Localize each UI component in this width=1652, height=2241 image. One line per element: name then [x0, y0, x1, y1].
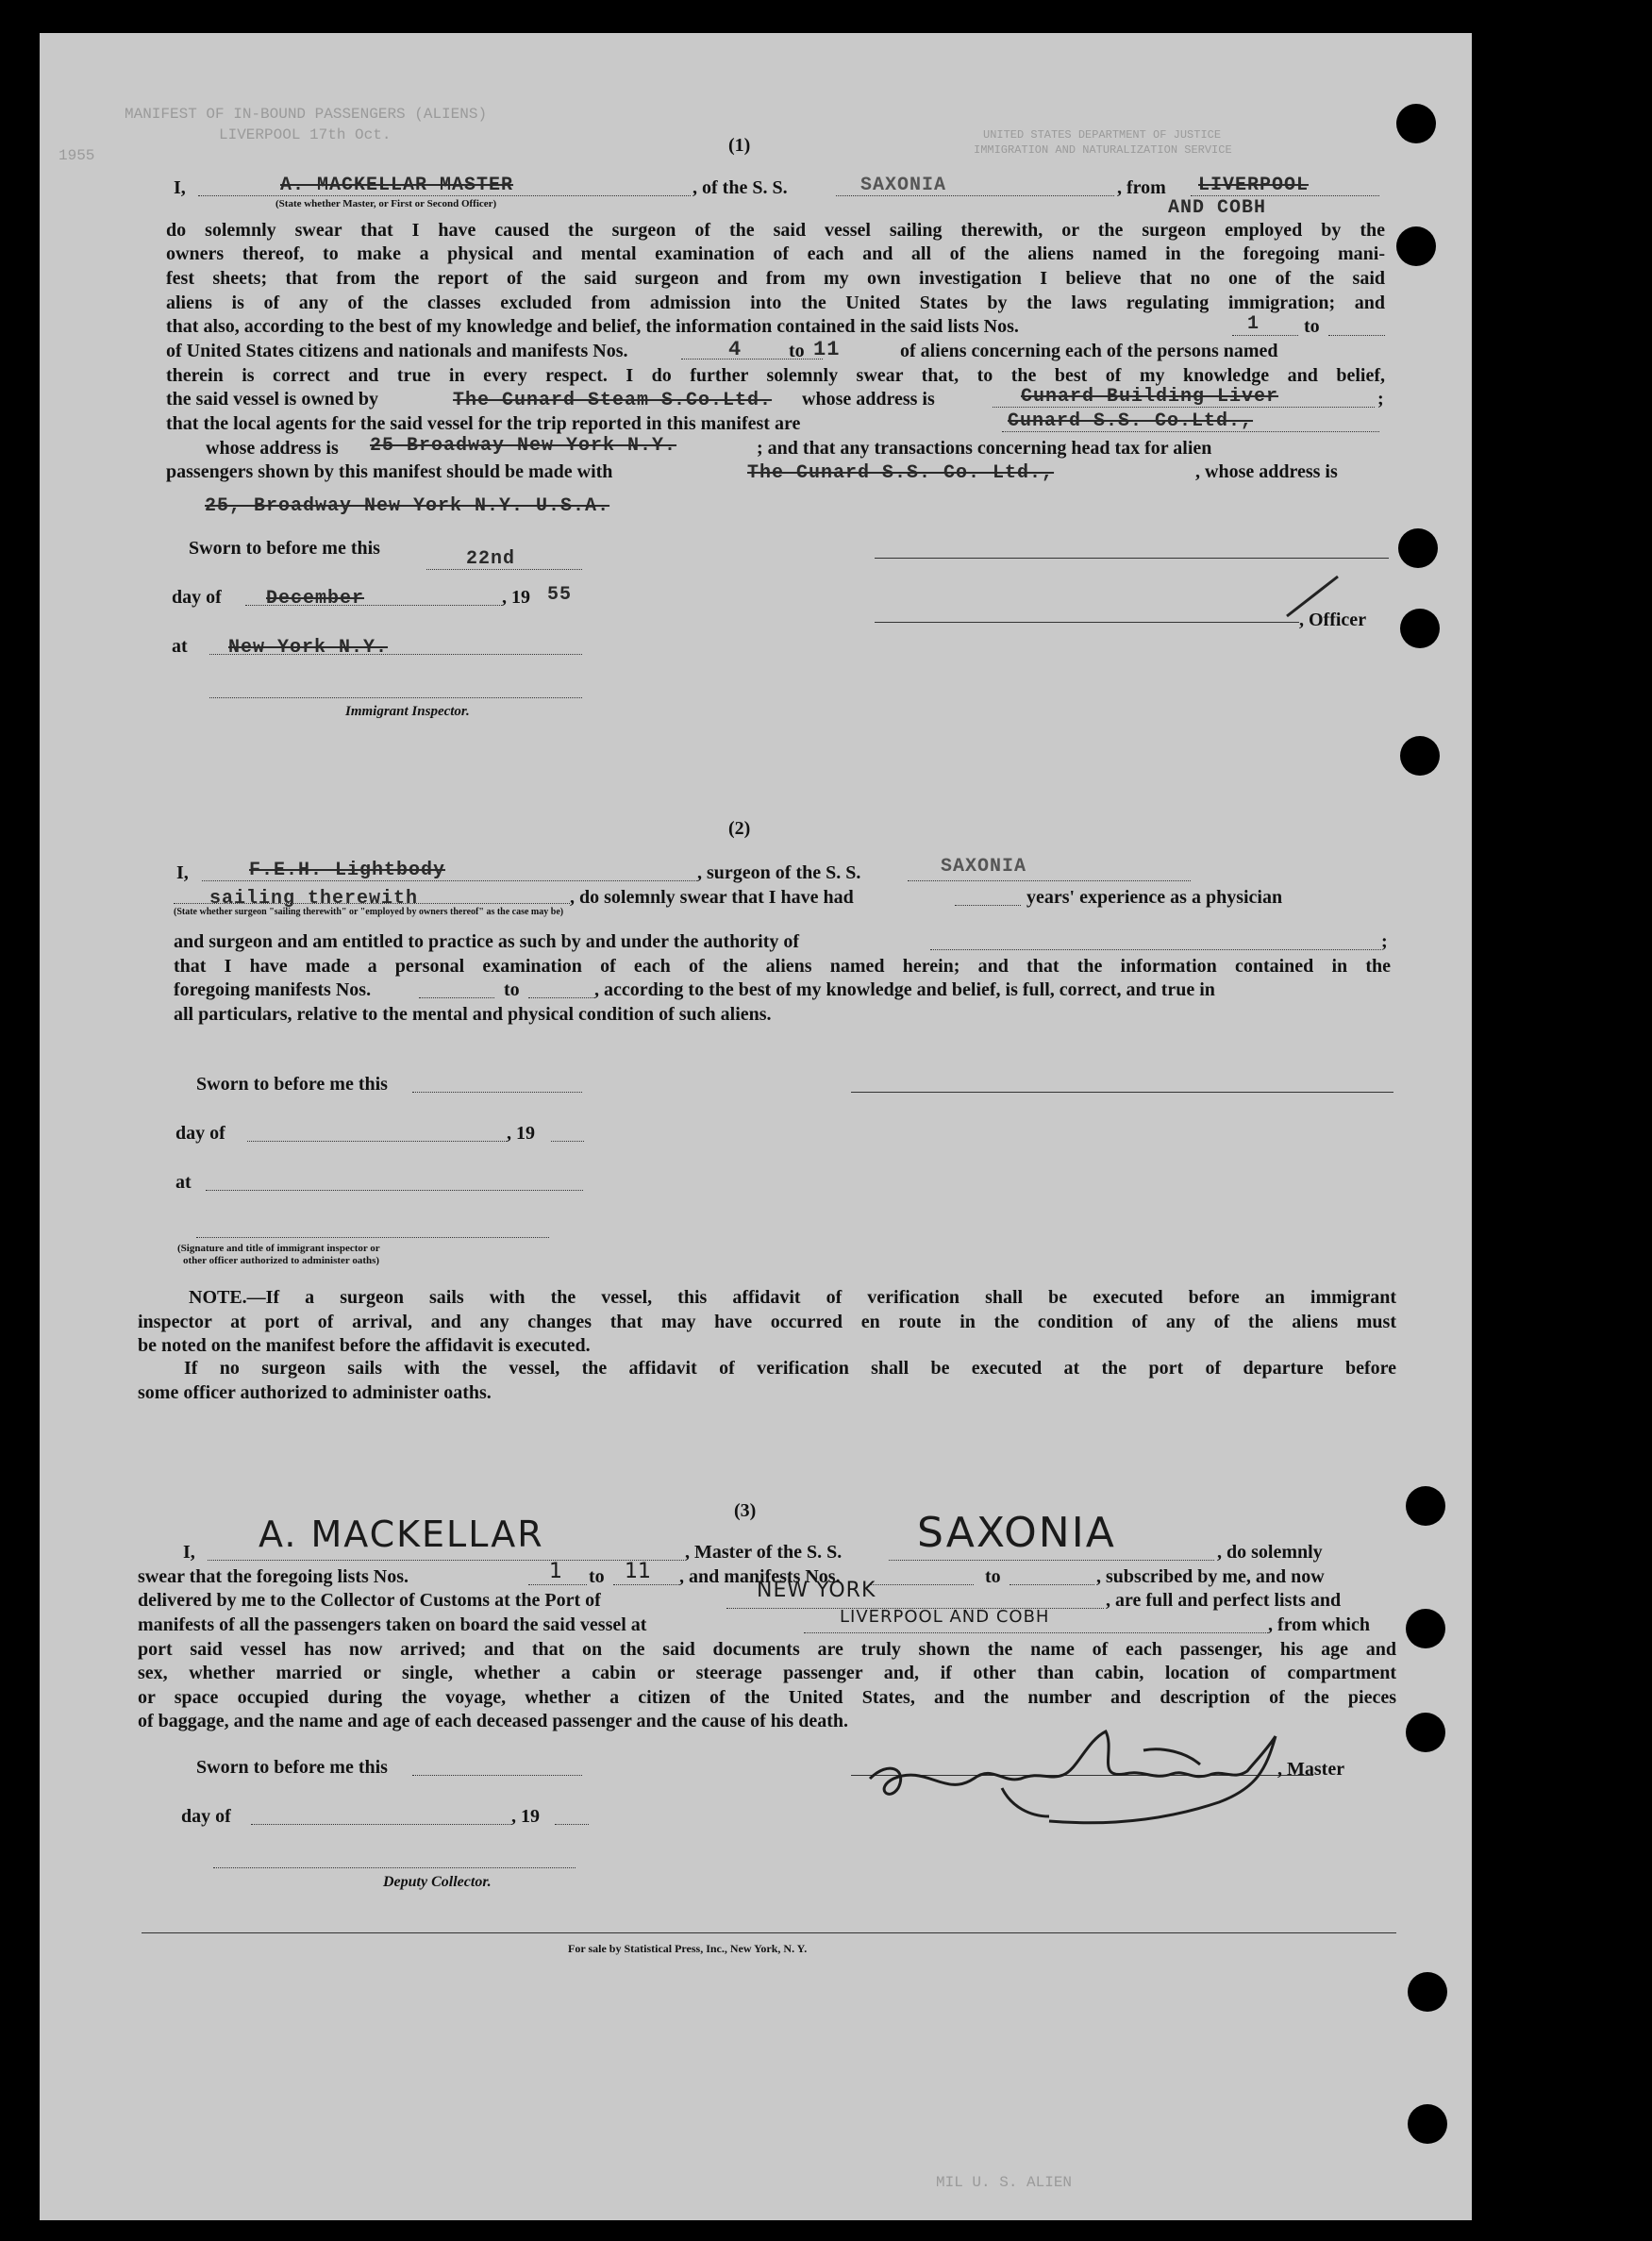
sec2-nineteen: , 19 [507, 1123, 535, 1144]
sec3-nineteen: , 19 [511, 1806, 540, 1827]
sec3-lists-text: swear that the foregoing lists Nos. [138, 1566, 409, 1587]
sec3-solemnly: , do solemnly [1217, 1542, 1323, 1563]
sec2-to: to [504, 979, 520, 1000]
punch-hole [1396, 104, 1436, 143]
sec2-sig-caption-2: other officer authorized to administer oaths) [183, 1255, 380, 1266]
sec2-sworn: Sworn to before me this [196, 1074, 388, 1095]
sec2-sig-line [851, 1092, 1393, 1093]
sec3-text-7: or space occupied during the voyage, whether a citizen of the United States, and the number and description of the pieces [138, 1687, 1396, 1708]
note-text-2: inspector at port of arrival, and any changes that may have occurred en route in the condition of any of the aliens must [138, 1312, 1396, 1332]
sec2-at: at [175, 1172, 192, 1193]
sec3-lists-to: 11 [625, 1560, 651, 1583]
sec2-text-6: all particulars, relative to the mental and physical condition of such aliens. [174, 1004, 772, 1025]
sec1-owner: The Cunard Steam S.Co.Ltd. [453, 390, 773, 411]
sec3-vessel: SAXONIA [917, 1509, 1116, 1557]
sec3-master-of: , Master of the S. S. [685, 1542, 843, 1563]
sec1-lists-to-line [1328, 335, 1385, 336]
sec1-manifests-from: 4 [728, 338, 743, 361]
sec1-head-tax-address: 25, Broadway New York N.Y. U.S.A. [205, 495, 610, 517]
sec3-manifests-to-line [1010, 1584, 1094, 1585]
sec3-deputy-line [213, 1867, 576, 1868]
sec2-month-line [247, 1141, 507, 1142]
sec1-text-5: that also, according to the best of my knowledge and belief, the information contained in the said lists Nos. [166, 316, 1019, 337]
ghost-stamp-right-1: UNITED STATES DEPARTMENT OF JUSTICE [983, 128, 1222, 142]
sec3-manifests: , and manifests Nos. [679, 1566, 841, 1587]
sec2-sworn-line [412, 1092, 582, 1093]
punch-hole [1406, 1609, 1445, 1648]
sec2-text-5a: foregoing manifests Nos. [174, 979, 372, 1000]
sec1-from: , from [1117, 177, 1166, 198]
sec2-authority-line [930, 949, 1381, 950]
sec1-agents-address-label: whose address is [206, 438, 339, 459]
sec1-inspector-caption: Immigrant Inspector. [345, 704, 470, 719]
sec1-place: New York N.Y. [228, 637, 389, 659]
sec3-ports-from: LIVERPOOL AND COBH [840, 1607, 1050, 1627]
sec2-text-4: that I have made a personal examination of each of the aliens named herein; and that the information contained in the [174, 956, 1391, 977]
sec3-text-5: port said vessel has now arrived; and that on the said documents are truly shown the name of each passenger, his age and [138, 1639, 1396, 1660]
sec2-swear: , do solemnly swear that I have had [570, 887, 854, 908]
sec2-place-line [206, 1190, 583, 1191]
sec3-manifests-taken: manifests of all the passengers taken on board the said vessel at [138, 1614, 647, 1635]
punch-hole [1400, 609, 1440, 648]
sec1-agents: Cunard S.S. Co.Ltd., [1008, 410, 1254, 432]
sec2-surgeon-name: F.E.H. Lightbody [249, 860, 446, 881]
sec1-head-tax-text: ; and that any transactions concerning head tax for alien [757, 438, 1212, 459]
sec3-delivered: delivered by me to the Collector of Customs at the Port of [138, 1590, 601, 1611]
sec1-lists-from-line [1232, 335, 1298, 336]
sec1-text-6c: of aliens concerning each of the persons named [900, 341, 1278, 361]
sec1-whose-address: whose address is [802, 389, 935, 410]
sec3-sworn: Sworn to before me this [196, 1757, 388, 1778]
sec2-manifests-to-line [528, 997, 594, 998]
sec2-day-of: day of [175, 1123, 225, 1144]
sec1-officer-sig-line-2 [875, 622, 1299, 623]
sec1-at: at [172, 636, 188, 657]
sec2-caption: (State whether surgeon "sailing therewith" or "employed by owners thereof" as the case may be) [174, 907, 564, 917]
sec3-i: I, [183, 1542, 195, 1563]
punch-hole [1406, 1486, 1445, 1526]
sec3-deputy-caption: Deputy Collector. [383, 1874, 492, 1890]
sec2-semi: ; [1381, 931, 1388, 952]
sec2-surgeon-of: , surgeon of the S. S. [697, 862, 861, 883]
footer-printer: For sale by Statistical Press, Inc., New York, N. Y. [568, 1942, 808, 1955]
sec1-text-7: therein is correct and true in every respect. I do further solemnly swear that, to the best of my knowledge and belief, [166, 365, 1385, 386]
sec2-vessel: SAXONIA [941, 856, 1027, 878]
sec1-day-of: day of [172, 587, 222, 608]
sec2-text-5c: , according to the best of my knowledge and belief, is full, correct, and true in [594, 979, 1215, 1000]
manifest-page [40, 33, 1472, 2220]
sec3-text-6: sex, whether married or single, whether a cabin or steerage passenger and, if other than cabin, location of compartment [138, 1663, 1396, 1683]
ghost-stamp-right-2: IMMIGRATION AND NATURALIZATION SERVICE [974, 143, 1232, 157]
sec3-vessel-line [889, 1560, 1214, 1561]
sec3-master-caption: , Master [1277, 1759, 1345, 1780]
sec3-year-line [555, 1824, 589, 1825]
sec3-to-2: to [985, 1566, 1001, 1587]
sec1-manifests-to: 11 [813, 338, 841, 361]
sec1-month: December [266, 588, 365, 610]
sec3-master-line [208, 1560, 684, 1561]
sec3-day-of: day of [181, 1806, 231, 1827]
note-text-1: NOTE.—If a surgeon sails with the vessel, this affidavit of verification shall be executed before an immigrant [189, 1287, 1396, 1308]
section-1-number: (1) [728, 135, 751, 156]
sec1-master-caption: (State whether Master, or First or Second Officer) [275, 198, 497, 209]
punch-hole [1408, 1972, 1447, 2012]
sec2-vessel-line [908, 880, 1191, 881]
footer-rule [142, 1932, 1396, 1933]
sec3-full-perfect: , are full and perfect lists and [1106, 1590, 1342, 1611]
sec1-sworn-day: 22nd [466, 548, 516, 570]
sec2-inspector-line [196, 1237, 549, 1238]
sec1-whose-address-2: , whose address is [1195, 461, 1338, 482]
sec2-text-3: and surgeon and am entitled to practice as such by and under the authority of [174, 931, 800, 952]
sec3-to-1: to [589, 1566, 605, 1587]
sec1-semi-1: ; [1377, 389, 1384, 410]
sec2-year-line [551, 1141, 584, 1142]
sec1-sworn: Sworn to before me this [189, 538, 380, 559]
sec1-nineteen: , 19 [502, 587, 530, 608]
sec3-text-8: of baggage, and the name and age of each deceased passenger and the cause of his death. [138, 1711, 848, 1731]
sec1-to-1: to [1304, 316, 1320, 337]
punch-hole [1408, 2104, 1447, 2144]
sec2-sig-caption-1: (Signature and title of immigrant inspector or [177, 1243, 380, 1254]
section-3-number: (3) [734, 1500, 757, 1521]
sec1-passengers-text: passengers shown by this manifest should be made with [166, 461, 613, 482]
ghost-stamp-sub: LIVERPOOL 17th Oct. [219, 126, 392, 143]
ghost-stamp-no: 1955 [58, 147, 95, 164]
sec2-manifests-from-line [419, 997, 494, 998]
sec2-years-text: years' experience as a physician [1026, 887, 1283, 908]
sec1-officer-caption: , Officer [1299, 610, 1367, 630]
sec1-text-1: do solemnly swear that I have caused the surgeon of the said vessel sailing therewith, or the surgeon employed by the [166, 220, 1385, 241]
note-text-4: If no surgeon sails with the vessel, the affidavit of verification shall be executed at the port of departure before [184, 1358, 1396, 1379]
sec1-agents-text: that the local agents for the said vessel for the trip reported in this manifest are [166, 413, 801, 434]
sec1-of-ss: , of the S. S. [693, 177, 788, 198]
sec3-from-which: , from which [1268, 1614, 1370, 1635]
punch-hole [1406, 1713, 1445, 1752]
sec2-sailing: sailing therewith [209, 888, 419, 910]
sec1-from-port-2: AND COBH [1168, 197, 1267, 219]
officer-tick-mark [1285, 573, 1342, 620]
sec1-officer-sig-line-1 [875, 558, 1389, 559]
sec2-sailing-line [174, 903, 570, 904]
sec3-master-name: A. MACKELLAR [259, 1514, 544, 1555]
sec1-to-2: to [789, 341, 805, 361]
ghost-stamp-bottom: MIL U. S. ALIEN [936, 2174, 1073, 2191]
sec1-i: I, [174, 177, 186, 198]
sec3-subscribed: , subscribed by me, and now [1096, 1566, 1325, 1587]
sec1-owned-by: the said vessel is owned by [166, 389, 379, 410]
sec1-from-port: LIVERPOOL [1198, 175, 1310, 196]
sec2-i: I, [176, 862, 189, 883]
punch-hole [1396, 226, 1436, 266]
note-text-5: some officer authorized to administer oaths. [138, 1382, 492, 1403]
sec3-lists-from: 1 [549, 1560, 562, 1583]
sec3-port: NEW YORK [757, 1579, 876, 1602]
note-text-3: be noted on the manifest before the affidavit is executed. [138, 1335, 591, 1356]
sec1-inspector-line [209, 697, 582, 698]
sec1-agents-address: 25 Broadway New York N.Y. [370, 435, 677, 457]
sec1-text-3: fest sheets; that from the report of the said surgeon and from my own investigation I believe that no one of the said [166, 268, 1385, 289]
master-signature [860, 1713, 1304, 1845]
ghost-stamp-title: MANIFEST OF IN-BOUND PASSENGERS (ALIENS) [125, 106, 488, 123]
sec1-head-tax-party: The Cunard S.S. Co. Ltd., [747, 462, 1055, 484]
sec3-month-line [251, 1824, 511, 1825]
sec3-manifests-from-line [870, 1584, 974, 1585]
punch-hole [1398, 528, 1438, 568]
sec1-text-2: owners thereof, to make a physical and mental examination of each and all of the aliens named in the foregoing mani- [166, 243, 1385, 264]
punch-hole [1400, 736, 1440, 776]
sec1-owner-address: Cunard Building Liver [1021, 386, 1279, 408]
sec1-master-name: A. MACKELLAR MASTER [280, 175, 514, 196]
sec1-text-4: aliens is of any of the classes excluded from admission into the United States by the laws regulating immigration; and [166, 293, 1385, 313]
section-2-number: (2) [728, 818, 751, 839]
sec3-sworn-line [412, 1775, 582, 1776]
sec3-lists-to-line [613, 1584, 679, 1585]
sec2-years-line [955, 905, 1021, 906]
sec1-vessel: SAXONIA [860, 175, 947, 196]
sec1-text-6: of United States citizens and nationals and manifests Nos. [166, 341, 628, 361]
sec3-ports-line [804, 1632, 1268, 1633]
sec1-lists-from: 1 [1247, 313, 1260, 335]
sec1-sworn-line [426, 569, 582, 570]
sec1-year: 55 [547, 584, 573, 606]
sec3-lists-from-line [528, 1584, 587, 1585]
